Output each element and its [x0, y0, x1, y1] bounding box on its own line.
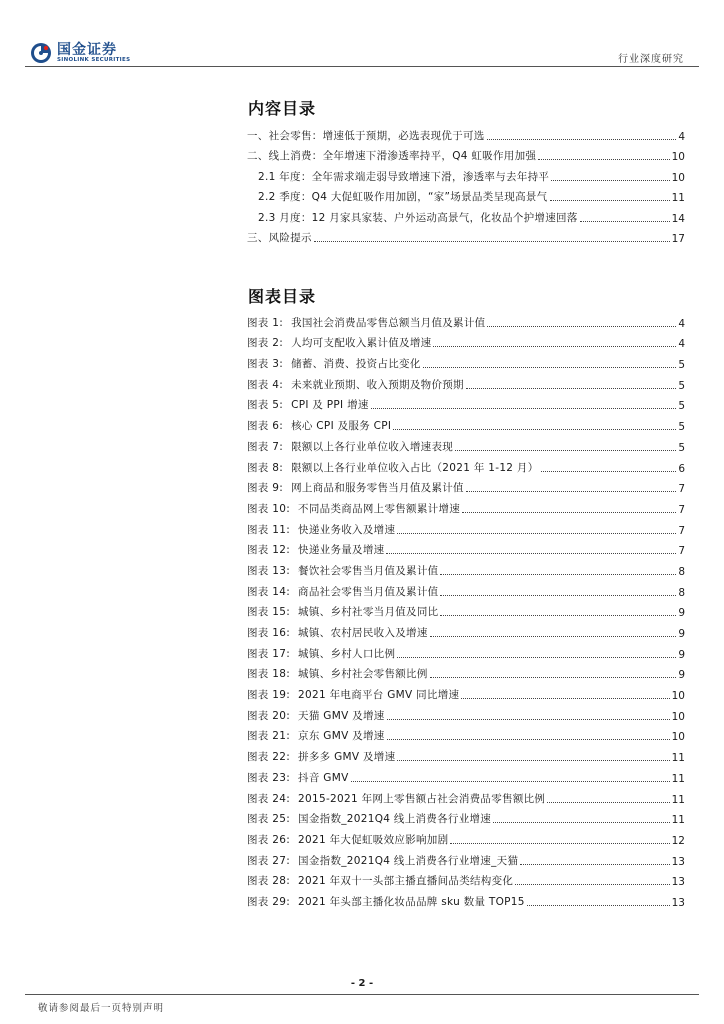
figure-number: 图表 27: — [247, 854, 291, 867]
figure-entry-page: 11 — [671, 814, 685, 827]
figure-entry-page: 4 — [678, 317, 685, 330]
figure-entry[interactable] — [247, 309, 685, 330]
figure-number: 图表 9: — [247, 482, 284, 495]
figure-entry-label: 限额以上各行业单位收入增速表现 — [291, 440, 454, 453]
figure-entry-label: 国金指数_2021Q4 线上消费各行业增速 — [298, 813, 492, 826]
toc-entry-label: 一、社会零售：增速低于预期，必选表现优于可选 — [247, 129, 485, 142]
figure-number: 图表 17: — [247, 647, 291, 660]
figure-entry-page: 9 — [678, 648, 685, 661]
figure-entry[interactable] — [247, 537, 685, 558]
figure-entry-page: 12 — [671, 834, 685, 847]
dot-leader — [580, 221, 670, 222]
figure-number: 图表 10: — [247, 502, 291, 515]
company-logo — [30, 42, 130, 64]
figure-entry-page: 6 — [678, 462, 685, 475]
figure-entry-label: 京东 GMV 及增速 — [298, 730, 385, 743]
figure-entry-page: 13 — [671, 855, 685, 868]
toc-entry-label: 2.3 月度：12 月家具家装、户外运动高景气，化妆品个护增速回落 — [258, 211, 578, 224]
footer-disclaimer: 敬请参阅最后一页特别声明 — [38, 1003, 165, 1014]
figure-number: 图表 4: — [247, 378, 284, 391]
figure-entry-page: 7 — [678, 545, 685, 558]
dot-leader — [397, 533, 676, 534]
dot-leader — [462, 512, 676, 513]
figure-entry-label: 未来就业预期、收入预期及物价预期 — [291, 378, 464, 391]
figure-entry-label: 2015-2021 年网上零售额占社会消费品零售额比例 — [298, 792, 546, 805]
figure-entry[interactable] — [247, 702, 685, 723]
figure-number: 图表 2: — [247, 337, 284, 350]
figure-number: 图表 6: — [247, 420, 284, 433]
figure-entry-text — [247, 873, 513, 888]
toc-entry-page: 10 — [671, 151, 685, 163]
figure-number: 图表 3: — [247, 358, 284, 371]
dot-leader — [466, 388, 676, 389]
figure-number: 图表 22: — [247, 751, 291, 764]
figure-number: 图表 20: — [247, 709, 291, 722]
figure-entry-text — [247, 501, 460, 516]
figure-entry-page: 13 — [671, 896, 685, 909]
dot-leader — [466, 491, 676, 492]
figure-number: 图表 8: — [247, 461, 284, 474]
figure-entry-label: 城镇、乡村人口比例 — [298, 647, 396, 660]
toc-entry-page: 4 — [678, 130, 685, 143]
figure-number: 图表 12: — [247, 544, 291, 557]
dot-leader — [487, 139, 677, 140]
dot-leader — [397, 657, 676, 658]
figure-entry[interactable] — [247, 847, 685, 868]
figure-number: 图表 18: — [247, 668, 291, 681]
figure-entry-text — [247, 418, 391, 433]
toc-entry-page: 10 — [671, 171, 685, 184]
dot-leader — [440, 574, 676, 575]
dot-leader — [430, 677, 677, 678]
figure-entry-text — [247, 315, 485, 330]
figure-number: 图表 19: — [247, 689, 291, 702]
dot-leader — [493, 822, 670, 823]
figure-entry-label: 储蓄、消费、投资占比变化 — [291, 358, 421, 371]
figure-entry-label: 拼多多 GMV 及增速 — [298, 751, 396, 764]
figure-entry-page: 5 — [678, 400, 685, 413]
figure-number: 图表 5: — [247, 399, 284, 412]
figure-entry-page: 7 — [678, 524, 685, 537]
dot-leader — [371, 408, 677, 409]
figure-number: 图表 16: — [247, 627, 291, 639]
figure-number: 图表 11: — [247, 523, 291, 536]
figure-entry-label: 国金指数_2021Q4 线上消费各行业增速_天猫 — [298, 854, 519, 867]
figure-entry-page: 7 — [678, 483, 685, 496]
toc-entry[interactable] — [247, 143, 685, 164]
figure-entry[interactable] — [247, 806, 685, 827]
figure-entry-text — [247, 584, 438, 599]
figure-entry-text — [247, 522, 395, 537]
figure-entry-label: 抖音 GMV — [298, 771, 349, 784]
dot-leader — [550, 200, 670, 201]
figure-entry-text — [247, 708, 385, 723]
dot-leader — [440, 615, 676, 616]
toc-entry[interactable] — [247, 184, 685, 205]
figure-entry-page: 10 — [671, 731, 685, 744]
figure-entry[interactable] — [247, 392, 685, 413]
figure-entry[interactable] — [247, 619, 685, 640]
figure-entry[interactable] — [247, 371, 685, 392]
figure-entry-text — [247, 542, 384, 557]
figure-entry-text — [247, 625, 428, 640]
figure-entry-label: 商品社会零售当月值及累计值 — [298, 585, 439, 598]
figure-number: 图表 1: — [247, 316, 284, 329]
figure-entry-label: 不同品类商品网上零售额累计增速 — [298, 502, 461, 515]
figure-number: 图表 28: — [247, 875, 291, 888]
dot-leader — [433, 346, 676, 347]
page-header — [0, 0, 724, 80]
figure-number: 图表 24: — [247, 792, 291, 805]
figure-entry-page: 4 — [678, 338, 685, 351]
figure-entry-text — [247, 397, 369, 412]
figure-entry[interactable] — [247, 681, 685, 702]
dot-leader — [386, 553, 676, 554]
report-category: 行业深度研究 — [618, 54, 684, 65]
figure-number: 图表 25: — [247, 813, 291, 826]
dot-leader — [487, 326, 676, 327]
figure-entry[interactable] — [247, 764, 685, 785]
figure-entry-text — [247, 439, 453, 454]
logo-name-en: SINOLINK SECURITIES — [57, 56, 131, 63]
figure-number: 图表 26: — [247, 833, 291, 846]
dot-leader — [520, 864, 669, 865]
dot-leader — [397, 760, 669, 761]
toc-entry-page: 17 — [671, 233, 685, 245]
dot-leader — [527, 905, 670, 906]
figure-entry-text — [247, 853, 518, 868]
figure-entry-page: 10 — [671, 710, 685, 723]
figure-entry-page: 10 — [671, 690, 685, 703]
figure-entry-text — [247, 356, 421, 371]
toc-entry-label: 2.1 年度：全年需求端走弱导致增速下滑，渗透率与去年持平 — [258, 170, 550, 183]
figure-entry-page: 8 — [678, 586, 685, 599]
figure-entry[interactable] — [247, 640, 685, 661]
figure-entry[interactable] — [247, 495, 685, 516]
header-divider — [25, 66, 699, 67]
figure-entry[interactable] — [247, 557, 685, 578]
figure-entry[interactable] — [247, 412, 685, 433]
figure-entry-text — [247, 646, 395, 661]
figure-entry-text — [247, 460, 539, 475]
figure-entry[interactable] — [247, 475, 685, 496]
toc-entry[interactable] — [247, 122, 685, 143]
figure-entry[interactable] — [247, 516, 685, 537]
figure-entry[interactable] — [247, 743, 685, 764]
figure-entry-text — [247, 832, 448, 847]
figure-entry-label: 天猫 GMV 及增速 — [298, 709, 385, 722]
dot-leader — [440, 595, 676, 596]
figure-entry[interactable] — [247, 888, 685, 909]
figure-entry[interactable] — [247, 330, 685, 351]
figures-list — [247, 309, 685, 909]
figure-entry-text — [247, 894, 525, 909]
figure-entry-text — [247, 604, 438, 619]
figure-entry[interactable] — [247, 350, 685, 371]
figure-entry-label: CPI 及 PPI 增速 — [291, 399, 369, 412]
footer-divider — [25, 994, 699, 995]
figure-entry-text — [247, 749, 395, 764]
figure-entry-page: 5 — [678, 421, 685, 434]
figure-entry-text — [247, 791, 545, 806]
toc-entry-page: 11 — [671, 192, 685, 204]
dot-leader — [538, 159, 669, 160]
figure-entry-label: 城镇、乡村社零当月值及同比 — [298, 606, 439, 619]
figure-entry-label: 核心 CPI 及服务 CPI — [291, 420, 392, 433]
figure-number: 图表 15: — [247, 606, 291, 619]
figure-entry[interactable] — [247, 661, 685, 682]
figure-entry[interactable] — [247, 785, 685, 806]
dot-leader — [551, 180, 669, 181]
figure-entry-label: 网上商品和服务零售当月值及累计值 — [291, 482, 464, 495]
figure-entry-text — [247, 335, 431, 350]
toc-entry-label: 三、风险提示 — [247, 232, 312, 244]
figure-entry-page: 5 — [678, 379, 685, 392]
figure-entry-label: 2021 年头部主播化妆品品牌 sku 数量 TOP15 — [298, 895, 525, 908]
figure-entry-label: 快递业务量及增速 — [298, 544, 385, 557]
figure-entry[interactable] — [247, 868, 685, 889]
figure-entry-label: 2021 年电商平台 GMV 同比增速 — [298, 689, 460, 702]
figure-entry-label: 2021 年大促虹吸效应影响加剧 — [298, 833, 449, 846]
figure-entry[interactable] — [247, 433, 685, 454]
figure-number: 图表 14: — [247, 585, 291, 598]
figure-entry-text — [247, 377, 464, 392]
figure-entry-text — [247, 728, 385, 743]
dot-leader — [314, 241, 670, 242]
figure-number: 图表 7: — [247, 440, 284, 453]
figure-entry-text — [247, 563, 438, 578]
figure-entry-page: 9 — [678, 628, 685, 640]
figure-entry-text — [247, 666, 428, 681]
dot-leader — [455, 450, 676, 451]
figure-entry-text — [247, 480, 464, 495]
figure-entry[interactable] — [247, 454, 685, 475]
page-number: - 2 - — [350, 978, 374, 989]
figure-entry-label: 限额以上各行业单位收入占比（2021 年 1-12 月） — [291, 461, 539, 474]
dot-leader — [387, 739, 670, 740]
toc-entry[interactable] — [247, 204, 685, 225]
dot-leader — [393, 429, 676, 430]
dot-leader — [541, 471, 677, 472]
dot-leader — [461, 698, 669, 699]
figure-entry-text — [247, 770, 349, 785]
dot-leader — [515, 884, 669, 885]
toc-entry[interactable] — [247, 163, 685, 184]
figure-number: 图表 29: — [247, 895, 291, 908]
dot-leader — [547, 802, 669, 803]
toc-entry-label: 2.2 季度：Q4 大促虹吸作用加剧，“家”场景品类呈现高景气 — [258, 191, 548, 203]
toc-entry-page: 14 — [671, 212, 685, 225]
dot-leader — [387, 719, 670, 720]
figure-entry-label: 城镇、农村居民收入及增速 — [298, 627, 428, 639]
figure-entry-page: 7 — [678, 503, 685, 516]
figure-entry-page: 9 — [678, 669, 685, 682]
dot-leader — [423, 367, 677, 368]
figure-entry-label: 2021 年双十一头部主播直播间品类结构变化 — [298, 875, 514, 888]
figure-entry-page: 11 — [671, 793, 685, 806]
figure-entry-page: 9 — [678, 607, 685, 620]
figure-entry[interactable] — [247, 578, 685, 599]
dot-leader — [430, 636, 677, 637]
figure-entry-page: 11 — [671, 752, 685, 765]
dot-leader — [351, 781, 670, 782]
figure-entry-page: 5 — [678, 441, 685, 454]
figure-entry-label: 我国社会消费品零售总额当月值及累计值 — [291, 316, 486, 329]
figure-number: 图表 23: — [247, 771, 291, 784]
figure-entry-label: 快递业务收入及增速 — [298, 523, 396, 536]
figure-entry-text — [247, 687, 459, 702]
dot-leader — [450, 843, 669, 844]
figure-entry-page: 8 — [678, 565, 685, 578]
figure-number: 图表 21: — [247, 730, 291, 743]
figure-entry[interactable] — [247, 599, 685, 620]
sinolink-logo-icon — [30, 42, 52, 64]
figure-entry[interactable] — [247, 826, 685, 847]
figure-entry-label: 餐饮社会零售当月值及累计值 — [298, 564, 439, 577]
toc-list — [247, 122, 685, 245]
figure-entry-page: 11 — [671, 772, 685, 785]
toc-entry[interactable] — [247, 225, 685, 246]
figure-entry[interactable] — [247, 723, 685, 744]
figures-title: 图表目录 — [248, 287, 317, 306]
toc-entry-label: 二、线上消费：全年增速下滑渗透率持平，Q4 虹吸作用加强 — [247, 150, 537, 162]
figure-entry-text — [247, 811, 491, 826]
logo-name-cn: 国金证券 — [57, 41, 117, 58]
figure-entry-label: 人均可支配收入累计值及增速 — [291, 337, 432, 350]
figure-number: 图表 13: — [247, 564, 291, 577]
toc-title: 内容目录 — [248, 99, 317, 118]
figure-entry-page: 5 — [678, 359, 685, 372]
figure-entry-label: 城镇、乡村社会零售额比例 — [298, 668, 428, 681]
figure-entry-page: 13 — [671, 876, 685, 889]
